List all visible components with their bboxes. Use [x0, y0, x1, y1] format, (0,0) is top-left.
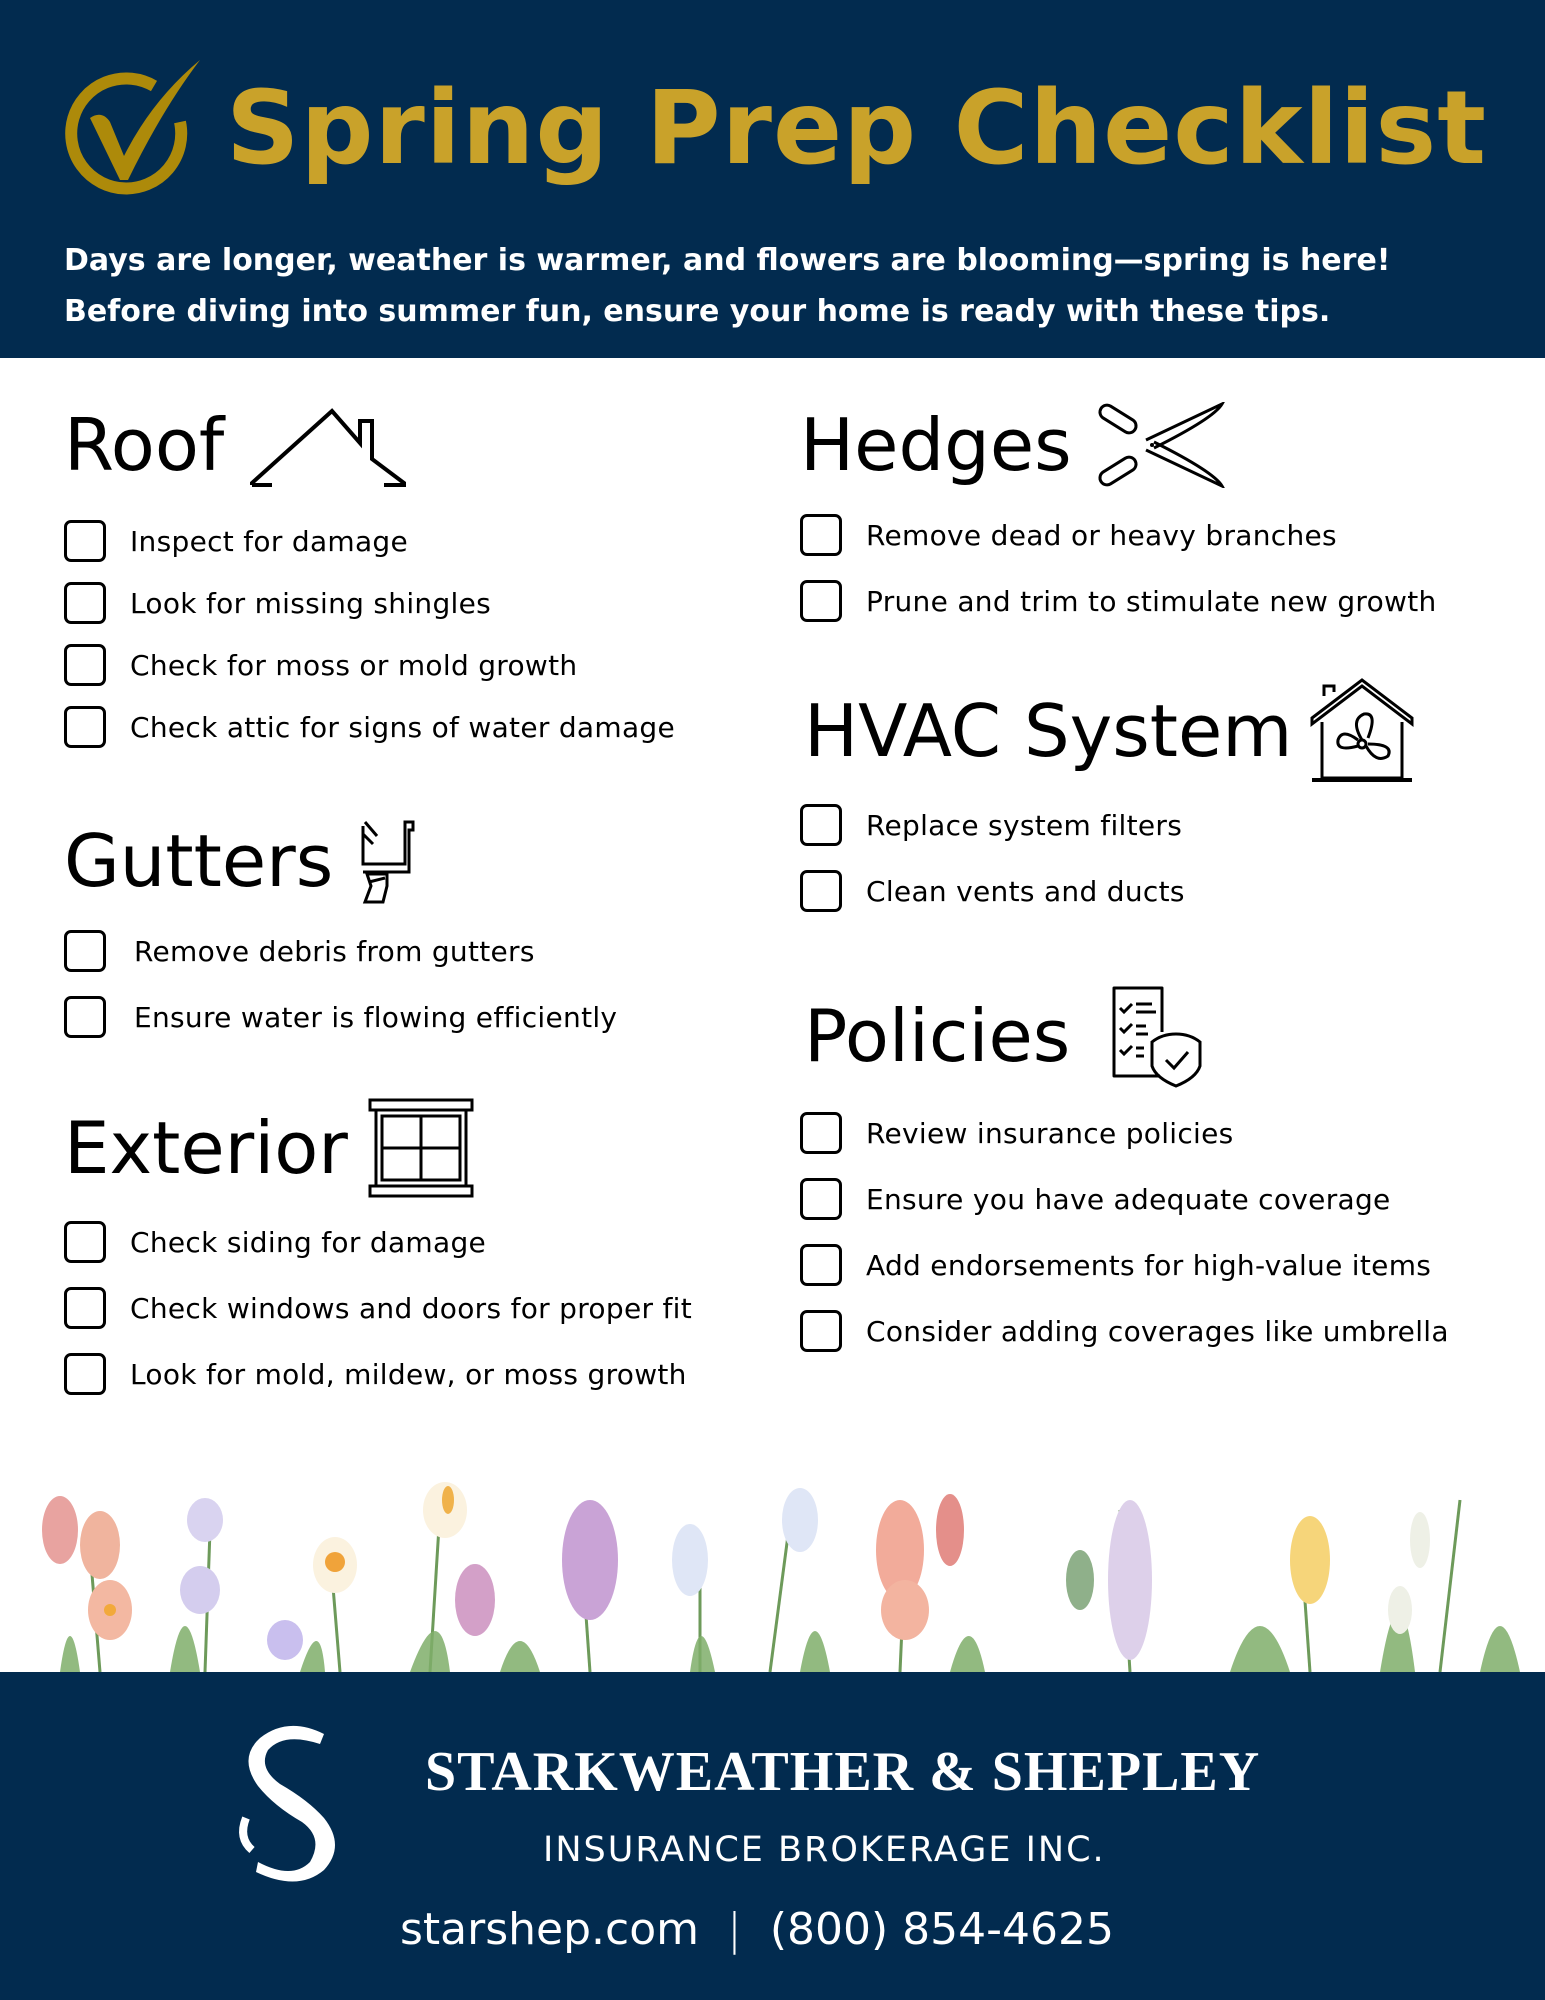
- section-hedges: [800, 390, 1437, 632]
- checklist-item[interactable]: Clean vents and ducts: [800, 860, 1414, 922]
- website-link[interactable]: starshep.com: [400, 1904, 699, 1955]
- company-name: STARKWEATHER & SHEPLEY: [425, 1741, 1261, 1803]
- page-title: Spring Prep Checklist: [226, 69, 1487, 188]
- checklist-item[interactable]: Look for mold, mildew, or moss growth: [64, 1343, 692, 1405]
- checkbox[interactable]: [800, 1178, 842, 1220]
- section-title-hvac: HVAC System: [804, 689, 1293, 773]
- checklist-item[interactable]: Consider adding coverages like umbrella: [800, 1300, 1449, 1362]
- section-title-gutters: Gutters: [64, 819, 334, 903]
- section-title-policies: Policies: [804, 994, 1071, 1078]
- checklist-item[interactable]: Inspect for damage: [64, 510, 675, 572]
- checklist-item[interactable]: Look for missing shingles: [64, 572, 675, 634]
- checkbox[interactable]: [64, 996, 106, 1038]
- section-title-roof: Roof: [64, 403, 225, 487]
- checkbox[interactable]: [64, 644, 106, 686]
- section-exterior: [64, 1093, 692, 1405]
- flower-border-illustration: [0, 1470, 1545, 1672]
- section-policies: [800, 970, 1449, 1362]
- checklist-item[interactable]: Ensure you have adequate coverage: [800, 1168, 1449, 1230]
- policy-shield-icon: [1110, 984, 1206, 1088]
- section-roof: [64, 390, 675, 758]
- check-circle-icon: [62, 60, 204, 198]
- company-subtitle: INSURANCE BROKERAGE INC.: [543, 1830, 1106, 1870]
- window-icon: [368, 1098, 474, 1198]
- checklist-item[interactable]: Ensure water is flowing efficiently: [64, 986, 617, 1048]
- checkbox[interactable]: [800, 804, 842, 846]
- header-banner: [0, 0, 1545, 358]
- checklist-item[interactable]: Check windows and doors for proper fit: [64, 1277, 692, 1339]
- checklist-item[interactable]: Check for moss or mold growth: [64, 634, 675, 696]
- hedge-shears-icon: [1096, 402, 1226, 488]
- checklist-item[interactable]: Add endorsements for high-value items: [800, 1234, 1449, 1296]
- checkbox[interactable]: [64, 1353, 106, 1395]
- checkbox[interactable]: [800, 1244, 842, 1286]
- contact-line: [400, 1904, 1114, 1955]
- checkbox[interactable]: [800, 514, 842, 556]
- checklist-item[interactable]: Review insurance policies: [800, 1102, 1449, 1164]
- intro-line-1: Days are longer, weather is warmer, and flowers are blooming—spring is here!: [64, 243, 1391, 278]
- checklist-item[interactable]: Prune and trim to stimulate new growth: [800, 570, 1437, 632]
- section-gutters: [64, 806, 617, 1048]
- section-title-exterior: Exterior: [64, 1106, 348, 1190]
- checkbox[interactable]: [64, 520, 106, 562]
- section-title-hedges: Hedges: [800, 403, 1072, 487]
- separator: |: [727, 1904, 742, 1955]
- checklist-item[interactable]: Check siding for damage: [64, 1211, 692, 1273]
- checkbox[interactable]: [64, 706, 106, 748]
- checkbox[interactable]: [800, 1310, 842, 1352]
- intro-text: [64, 235, 1524, 337]
- checkbox[interactable]: [64, 1287, 106, 1329]
- checkbox[interactable]: [64, 582, 106, 624]
- roof-icon: [248, 403, 408, 487]
- house-fan-icon: [1310, 678, 1414, 784]
- checkbox[interactable]: [800, 1112, 842, 1154]
- checkbox[interactable]: [64, 930, 106, 972]
- gutter-icon: [357, 816, 417, 906]
- footer: [0, 1672, 1545, 2000]
- phone-number[interactable]: (800) 854-4625: [769, 1904, 1114, 1955]
- checklist-item[interactable]: Check attic for signs of water damage: [64, 696, 675, 758]
- checklist-item[interactable]: Remove debris from gutters: [64, 920, 617, 982]
- checklist-item[interactable]: Remove dead or heavy branches: [800, 504, 1437, 566]
- section-hvac: [800, 668, 1414, 922]
- checkbox[interactable]: [800, 870, 842, 912]
- checkbox[interactable]: [64, 1221, 106, 1263]
- title-row: [62, 60, 1487, 198]
- intro-line-2: Before diving into summer fun, ensure your home is ready with these tips.: [64, 294, 1331, 329]
- checklist-item[interactable]: Replace system filters: [800, 794, 1414, 856]
- checkbox[interactable]: [800, 580, 842, 622]
- company-logo-icon: [228, 1722, 348, 1882]
